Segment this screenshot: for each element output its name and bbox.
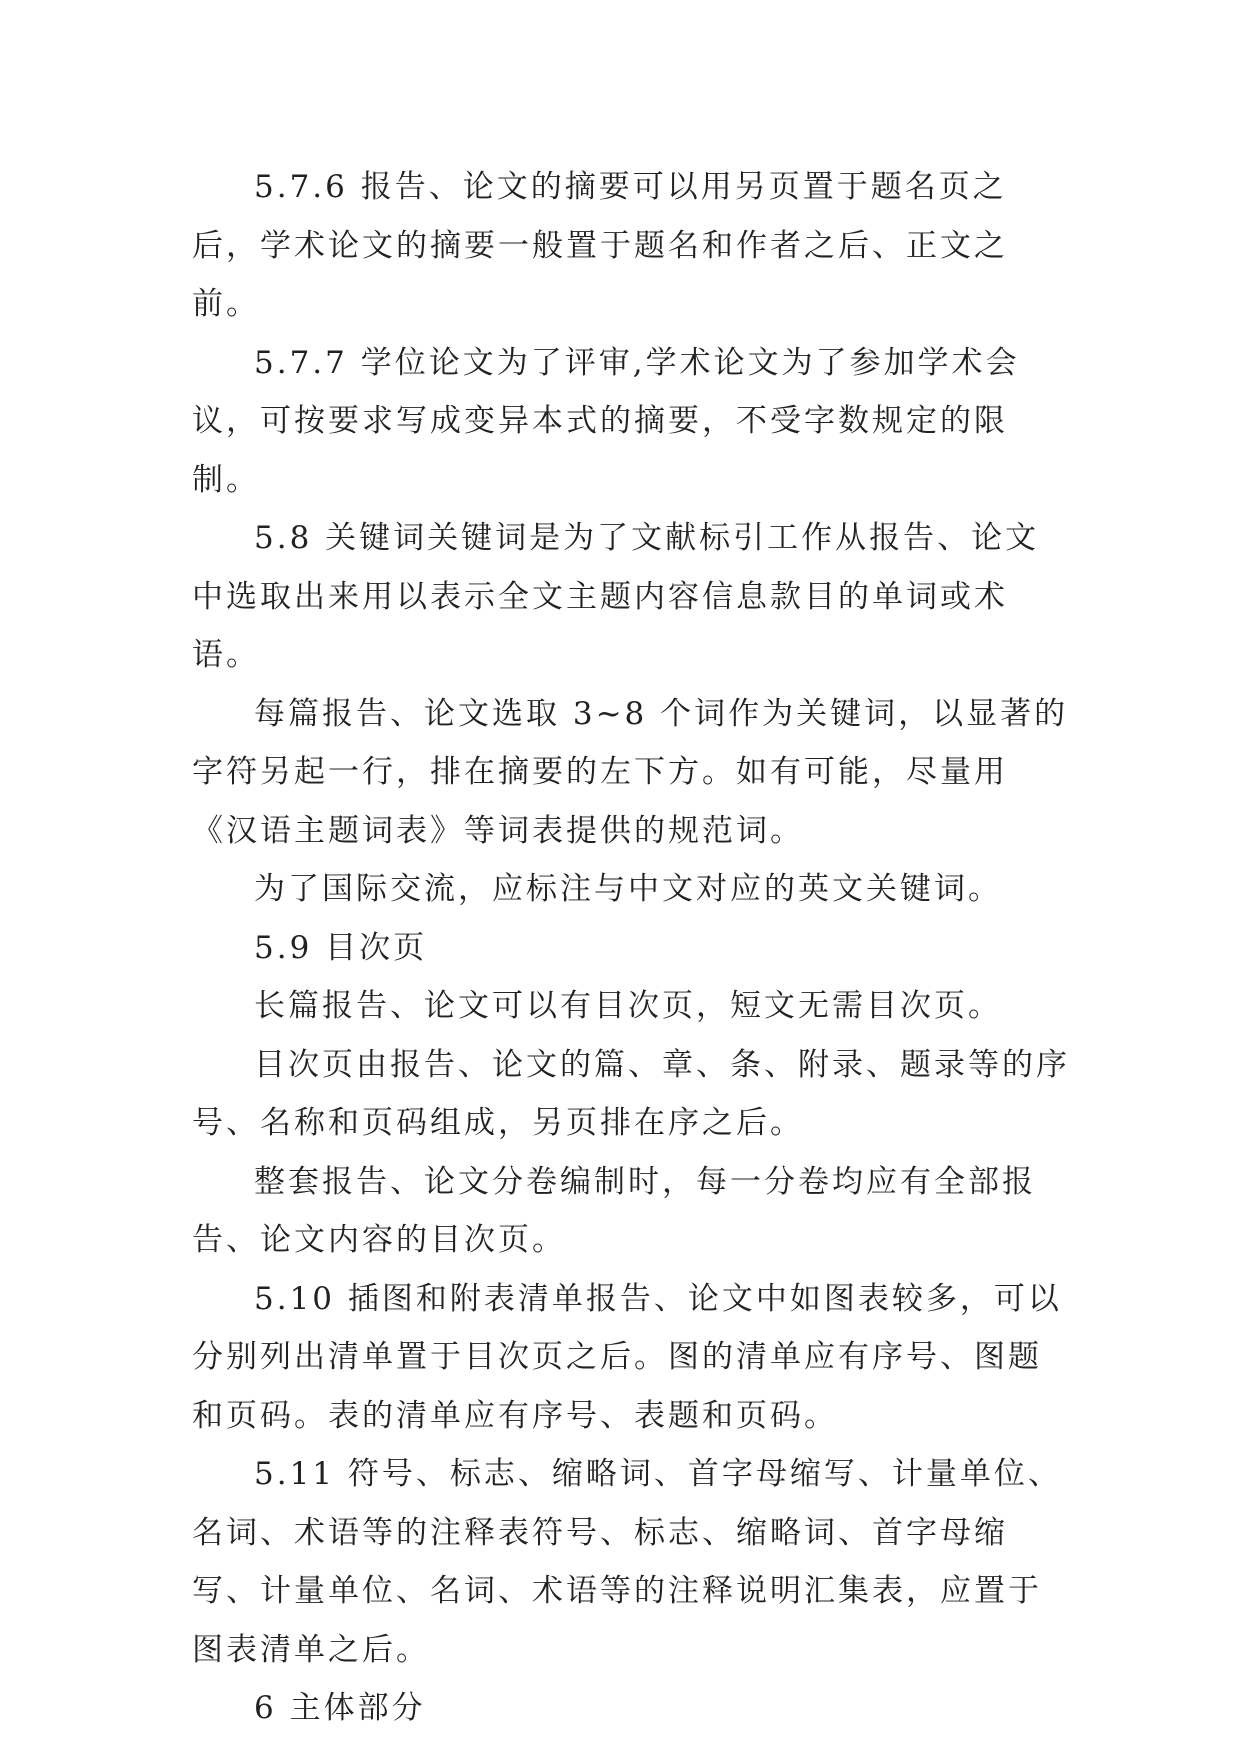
section-heading-5-9: 5.9 目次页 (254, 929, 428, 966)
paragraph-toc-composition: 目次页由报告、论文的篇、章、条、附录、题录等的序号、名称和页码组成，另页排在序之后。 (192, 1046, 1070, 1141)
document-body (192, 158, 1072, 1738)
paragraph-5-11-symbols: 5.11 符号、标志、缩略词、首字母缩写、计量单位、名词、术语等的注释表符号、标志、缩略词、首字母缩写、计量单位、名词、术语等的注释说明汇集表，应置于图表清单之后。 (192, 1456, 1062, 1668)
paragraph-5-7-6: 5.7.6 报告、论文的摘要可以用另页置于题名页之后，学术论文的摘要一般置于题名和作者之后、正文之前。 (192, 169, 1008, 322)
paragraph-5-7-7: 5.7.7 学位论文为了评审,学术论文为了参加学术会议，可按要求写成变异本式的摘要，不受字数规定的限制。 (192, 344, 1020, 498)
paragraph-keyword-count: 每篇报告、论文选取 3~8 个词作为关键词，以显著的字符另起一行，排在摘要的左下方。如有可能，尽量用《汉语主题词表》等词表提供的规范词。 (192, 695, 1069, 849)
paragraph-5-10-figures-tables: 5.10 插图和附表清单报告、论文中如图表较多，可以分别列出清单置于目次页之后。图的清单应有序号、图题和页码。表的清单应有序号、表题和页码。 (192, 1280, 1062, 1434)
paragraph-english-keywords: 为了国际交流，应标注与中文对应的英文关键词。 (254, 871, 1002, 907)
paragraph-toc-volumes: 整套报告、论文分卷编制时，每一分卷均应有全部报告、论文内容的目次页。 (192, 1163, 1036, 1258)
section-heading-6: 6 主体部分 (254, 1690, 426, 1726)
paragraph-toc-optional: 长篇报告、论文可以有目次页，短文无需目次页。 (254, 988, 1002, 1024)
paragraph-5-8-keywords: 5.8 关键词关键词是为了文献标引工作从报告、论文中选取出来用以表示全文主题内容信息款目的单词或术语。 (192, 520, 1040, 673)
